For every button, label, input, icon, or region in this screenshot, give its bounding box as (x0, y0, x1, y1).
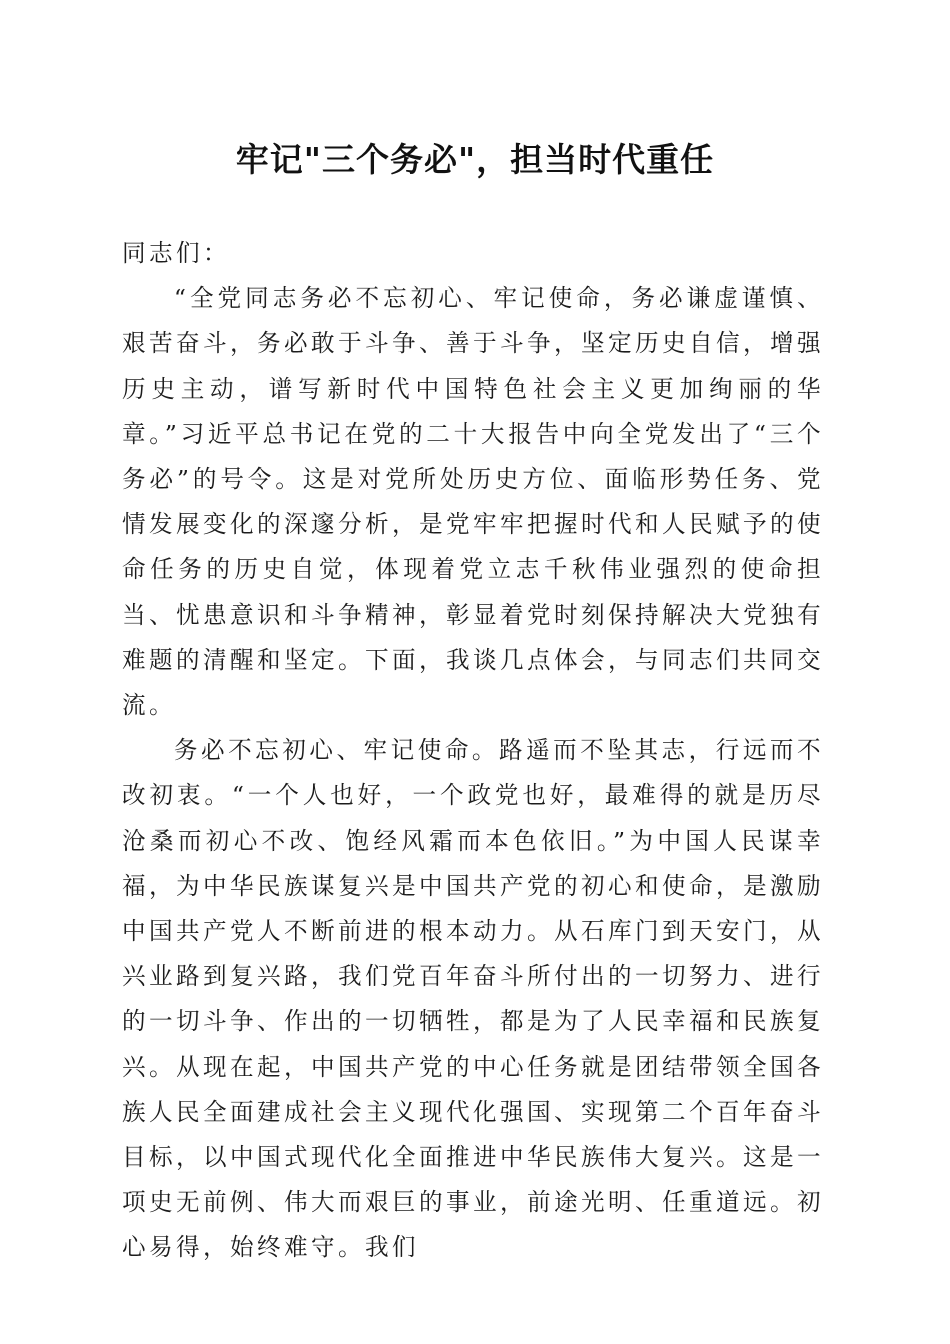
document-title: 牢记"三个务必"，担当时代重任 (235, 140, 715, 179)
paragraph-first-point: 务必不忘初心、牢记使命。路遥而不坠其志，行远而不改初衷。“一个人也好，一个政党也好，最难得的就是历尽沧桑而初心不改、饱经风霜而本色依旧。”为中国人民谋幸福，为中华民族谋复兴是中国共产党的初心和使命，是激励中国共产党人不断前进的根本动力。从石库门到天安门，从兴业路到复兴路，我们党百年奋斗所付出的一切努力、进行的一切斗争、作出的一切牺牲，都是为了人民幸福和民族复兴。从现在起，中国共产党的中心任务就是团结带领全国各族人民全面建成社会主义现代化强国、实现第二个百年奋斗目标，以中国式现代化全面推进中华民族伟大复兴。这是一项史无前例、伟大而艰巨的事业，前途光明、任重道远。初心易得，始终难守。我们 (122, 736, 824, 1262)
document-body (122, 231, 824, 1271)
salutation: 同志们： (122, 239, 230, 267)
paragraph-intro: “全党同志务必不忘初心、牢记使命，务必谦虚谨慎、艰苦奋斗，务必敢于斗争、善于斗争，坚定历史自信，增强历史主动，谱写新时代中国特色社会主义更加绚丽的华章。”习近平总书记在党的二十大报告中向全党发出了“三个务必”的号令。这是对党所处历史方位、面临形势任务、党情发展变化的深邃分析，是党牢牢把握时代和人民赋予的使命任务的历史自觉，体现着党立志千秋伟业强烈的使命担当、忧患意识和斗争精神，彰显着党时刻保持解决大党独有难题的清醒和坚定。下面，我谈几点体会，与同志们共同交流。 (122, 284, 824, 720)
